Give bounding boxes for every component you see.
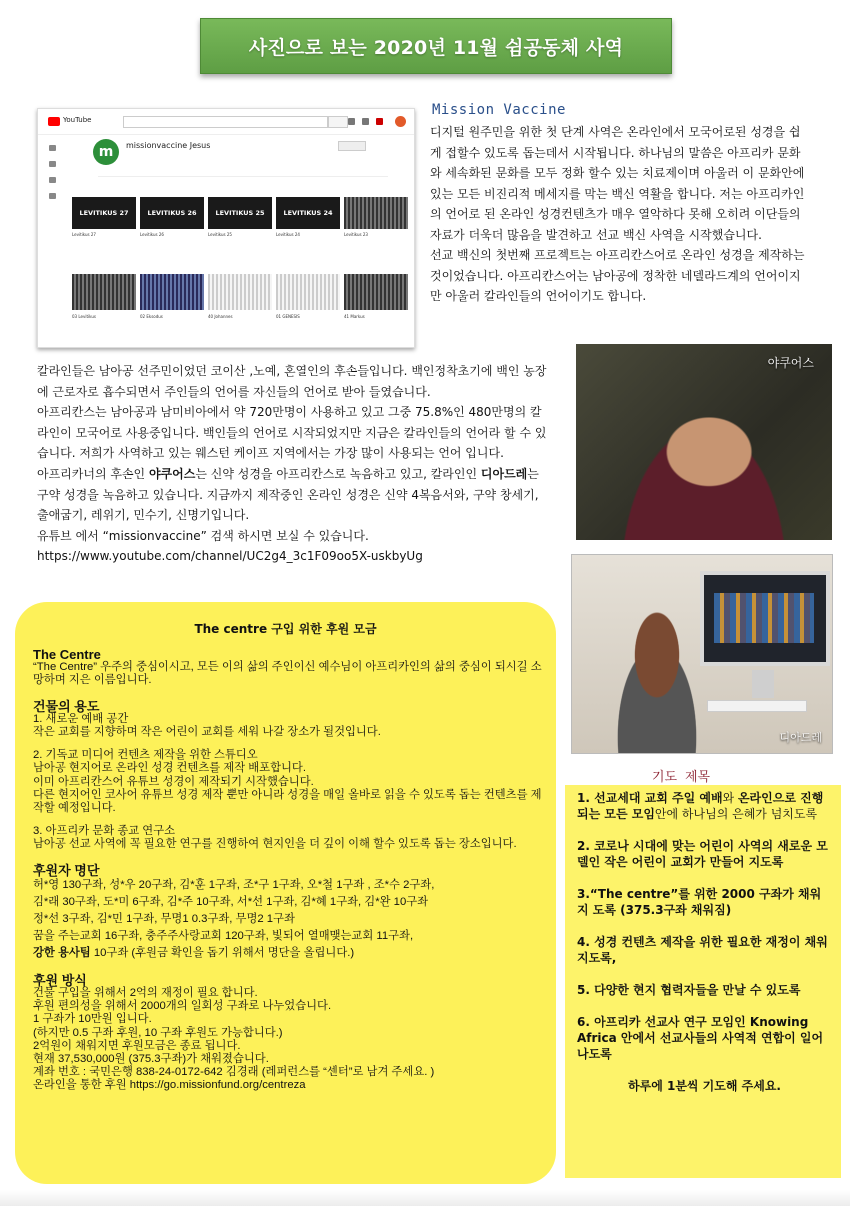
keyboard-icon (707, 700, 807, 712)
video-caption: Levitikus 27 (72, 232, 96, 237)
youtube-search-input (123, 116, 328, 128)
prayer-item: 5. 다양한 현지 협력자들을 만날 수 있도록 (577, 983, 801, 997)
video-thumbnail: LEVITIKUS 26 (140, 197, 204, 229)
prayer-item (577, 790, 832, 822)
channel-tabs (98, 165, 388, 177)
prayer-item: 4. 성경 컨텐츠 제작을 위한 필요한 재정이 채워 지도록, (577, 935, 828, 965)
video-thumbnail (276, 274, 340, 310)
youtube-logo-icon (48, 117, 60, 126)
text: (하지만 0.5 구좌 후원, 10 구좌 후원도 가능합니다.) (33, 1026, 283, 1039)
text: 후원 편의성을 위해서 2000개의 일회성 구좌로 나누었습니다. (33, 1000, 332, 1013)
donor-name: 강한 용사팀 (33, 946, 91, 959)
text: 10구좌 (후원금 확인을 돕기 위해서 명단을 올립니다.) (90, 946, 355, 959)
mission-vaccine-title: Mission Vaccine (432, 102, 566, 118)
monitor-icon (700, 571, 830, 666)
mission-vaccine-paragraph: 디지털 원주민을 위한 첫 단계 사역은 온라인에서 모국어로된 성경을 쉽게 접할수 있도록 돕는데서 시작됩니다. 하나님의 말씀은 아프리카 문화와 세속화된 문화를 모두 정화 할수 있는 치료제이며 아울러 이 문화안에 있는 모든 비진리적 메세지를 막는 백신 역활을 합니다. 저는 아프리카인의 언어로 된 온라인 성경컨텐츠가 매우 열악하다 못해 오히려 이단들의 자료가 더욱더 많음을 발견하고 선교 백신 사역을 시작했습니다. (430, 125, 805, 242)
video-thumbnail (344, 197, 408, 229)
video-caption: 02 Eksodus (140, 314, 163, 319)
youtube-logo-text: YouTube (63, 116, 92, 124)
avatar (395, 116, 406, 127)
youtube-channel-screenshot (37, 108, 415, 348)
search-icon (328, 116, 348, 128)
text: 와 (722, 791, 738, 805)
donor-line: 허*영 130구좌, 성*우 20구좌, 김*훈 1구좌, 조*구 1구좌, 오*철 1구좌 , 조*수 2구좌, (33, 878, 435, 891)
donation-box (15, 602, 556, 1184)
paragraph: 유튜브 에서 “missionvaccine” 검색 하시면 보실 수 있습니다. (37, 528, 369, 543)
youtube-header (38, 109, 414, 135)
text: 2. 기독교 미디어 컨텐츠 제작을 위한 스튜디오 (33, 749, 258, 762)
video-thumbnail (140, 274, 204, 310)
donation-link[interactable]: 온라인을 통한 후원 https://go.missionfund.org/centreza (33, 1079, 306, 1092)
donation-heading: The centre 구입 위한 후원 모금 (194, 622, 377, 636)
video-thumbnail: LEVITIKUS 25 (208, 197, 272, 229)
person-figure (602, 610, 712, 754)
prayer-title: 기도 제목 (652, 770, 711, 785)
channel-name: missionvaccine Jesus (126, 141, 211, 150)
page-bottom-shade (0, 1190, 850, 1206)
prayer-closing: 하루에 1분씩 기도해 주세요. (628, 1079, 781, 1093)
text: 는 신약 성경을 아프리칸스로 녹음하고 있고, 칼라인인 (195, 466, 481, 481)
text: 현재 37,530,000원 (375.3구좌)가 채워졌습니다. (33, 1053, 269, 1066)
section-heading: 건물의 용도 (33, 698, 100, 714)
youtube-link[interactable]: https://www.youtube.com/channel/UC2g4_3c1F09oo5X-uskbyUg (37, 549, 423, 564)
text: 남아공 현지어로 온라인 성경 컨텐츠를 제작 배포합니다. (33, 762, 306, 775)
mission-vaccine-paragraph: 선교 백신의 첫번째 프로젝트는 아프리칸스어로 온라인 성경을 제작하는 것이었습니다. 아프리칸스어는 남아공에 정착한 네델라드계의 언어이지만 아울러 칼라인들의 언어이기도 합니다. (430, 248, 805, 303)
video-thumbnail (208, 274, 272, 310)
prayer-item: 3.“The centre”를 위한 2000 구좌가 채워지 도록 (375.3구좌 채워짐) (577, 887, 822, 917)
youtube-sidebar (38, 135, 66, 347)
video-thumbnail (72, 274, 136, 310)
channel-avatar: m (93, 139, 119, 165)
text: 건물 구입을 위해서 2억의 재정이 필요 합니다. (33, 987, 258, 1000)
paragraph: 칼라인들은 남아공 선주민이었던 코이산 ,노예, 혼열인의 후손들입니다. 백인정착초기에 백인 농장에 근로자로 흡수되면서 주인들의 언어를 자신들의 언어로 받아 들였습니다. (37, 364, 547, 399)
prayer-item: 2. 코로나 시대에 맞는 어린이 사역의 새로운 모델인 작은 어린이 교회가 만들어 지도록 (577, 839, 828, 869)
monitor-stand (752, 670, 774, 698)
video-thumbnail: LEVITIKUS 27 (72, 197, 136, 229)
home-icon (49, 145, 56, 151)
prayer-list (577, 790, 832, 1110)
subscriptions-icon (49, 177, 56, 183)
photo-deidre (571, 554, 833, 754)
video-caption: Levitikus 23 (344, 232, 368, 237)
text: 작은 교회를 지향하며 작은 어린이 교회를 세워 나갈 장소가 될것입니다. (33, 726, 381, 739)
video-caption: 01 GENESIS (276, 314, 300, 319)
donation-body (33, 646, 543, 1093)
text: 1. 새로운 예배 공간 (33, 712, 129, 725)
narrator-name: 디아드레 (480, 466, 528, 481)
video-caption: 40 Johannes (208, 314, 233, 319)
text: 1 구좌가 10만원 입니다. (33, 1013, 152, 1026)
donor-line: 정*선 3구좌, 김*민 1구좌, 무명1 0.3구좌, 무명2 1구좌 (33, 912, 295, 925)
text: “The Centre” 우주의 중심이시고, 모든 이의 삶의 주인이신 예수님이 아프리카인의 삶의 중심이 되시길 소망하며 지은 이름입니다. (33, 661, 542, 687)
bell-icon (376, 118, 383, 125)
video-thumbnail: LEVITIKUS 24 (276, 197, 340, 229)
paragraph (37, 464, 553, 526)
afrikaans-section (37, 361, 553, 567)
section-heading: 후원자 명단 (33, 862, 100, 878)
section-heading: 후원 방식 (33, 972, 87, 988)
video-caption: 41 Markus (344, 314, 365, 319)
photo-jacobus (576, 344, 832, 540)
text: 이미 아프리칸스어 유튜브 성경이 제작되기 시작했습니다. (33, 775, 314, 788)
text: 남아공 선교 사역에 꼭 필요한 연구를 진행하여 현지인을 더 깊이 이해 할수 있도록 돕는 장소입니다. (33, 838, 517, 851)
subscribe-button (338, 141, 366, 151)
apps-icon (362, 118, 369, 125)
photo-label: 야쿠어스 (767, 356, 814, 370)
text: 다른 현지어인 코사어 유튜브 성경 제작 뿐만 아니라 성경을 매일 올바로 읽을 수 있도록 돕는 컨텐츠를 제작할 예정입니다. (33, 788, 542, 815)
bank-account: 계좌 번호 : 국민은행 838-24-0172-642 김경래 (레퍼런스를 “센터”로 남겨 주세요. ) (33, 1066, 435, 1079)
video-caption: 03 Levitikus (72, 314, 96, 319)
text: 3. 아프리카 문화 종교 연구소 (33, 825, 176, 838)
prayer-box (565, 785, 841, 1178)
page-title: 사진으로 보는 2020년 11월 쉼공동체 사역 (248, 36, 624, 59)
text: 1. 선교세대 교회 주일 예배 (577, 791, 723, 805)
photo-label: 디아드레 (779, 731, 822, 744)
narrator-name: 야쿠어스 (148, 466, 196, 481)
donor-line (33, 945, 543, 962)
paragraph: 아프리칸스는 남아공과 남미비아에서 약 720만명이 사용하고 있고 그중 75.8%인 480만명의 칼라인이 모국어로 사용중입니다. 백인들의 언어로 시작되었지만 지금은 칼라인들의 언어라 할 수 있습니다. 저희가 사역하고 있는 웨스턴 케이프 지역에서는 가장 많이 사용되는 언어 입니다. (37, 405, 547, 461)
video-caption: Levitikus 26 (140, 232, 164, 237)
video-caption: Levitikus 25 (208, 232, 232, 237)
text: 는 구약 성경을 녹음하고 있습니다. 지금까지 제작중인 온라인 성경은 신약 4복음서와, 구약 창세기, 출애굽기, 레위기, 민수기, 신명기입니다. (37, 466, 539, 523)
donor-line: 꿈을 주는교회 16구좌, 충주주사랑교회 120구좌, 빛되어 열매맺는교회 11구좌, (33, 929, 414, 942)
section-heading: The Centre (33, 647, 101, 662)
library-icon (49, 193, 56, 199)
text: 아프리카너의 후손인 (37, 466, 149, 481)
explore-icon (49, 161, 56, 167)
video-caption: Levitikus 24 (276, 232, 300, 237)
text: 온라인으로 진행 되는 모든 모임 (577, 791, 824, 821)
mission-vaccine-body (430, 122, 808, 307)
title-banner (200, 18, 672, 74)
text: 안에 하나님의 은혜가 넘치도록 (654, 807, 818, 821)
donor-line: 김*래 30구좌, 도*미 6구좌, 김*주 10구좌, 서*선 1구좌, 김*혜 1구좌, 김*완 10구좌 (33, 895, 429, 908)
text: 2억원이 채워지면 후원모금은 종료 됩니다. (33, 1039, 241, 1052)
camera-icon (348, 118, 355, 125)
video-thumbnail (344, 274, 408, 310)
prayer-item: 6. 아프리카 선교사 연구 모임인 Knowing Africa 안에서 선교사들의 사역적 연합이 일어 나도록 (577, 1015, 824, 1061)
